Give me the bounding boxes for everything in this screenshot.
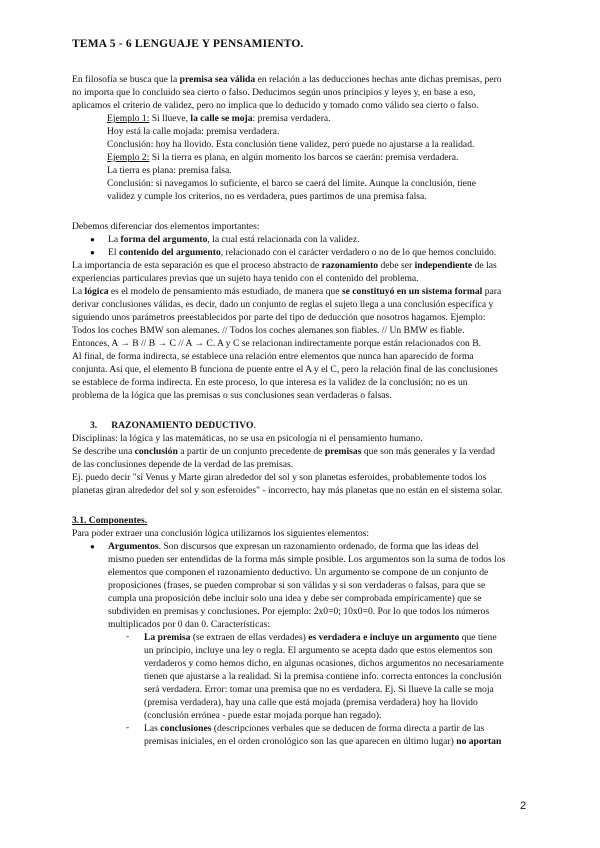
argumentos-line-5: cumpla una proposición debe incluir solo una idea y debe ser comprobada empíricamente) que se — [108, 593, 482, 604]
bold-text: la calle se moja — [190, 113, 253, 124]
diff-para-line-6: Todos los coches BMW son alemanes. // Todos los coches alemanes son fiables. // Un BMW es fiable. — [72, 325, 465, 336]
section-3-line-3: de las conclusiones depende de la verdad de las premisas. — [72, 459, 294, 470]
text: Las — [144, 723, 161, 734]
dash-icon: - — [126, 722, 130, 733]
diff-para-line-1 — [72, 259, 497, 272]
diff-bullet-1 — [108, 233, 359, 246]
bold-text: razonamiento — [321, 260, 379, 271]
argumentos-line-2: mismo pueden ser entendidas de la forma más simple posible. Los argumentos son la suma de todos los — [108, 554, 506, 565]
bold-text: forma del argumento — [120, 234, 208, 245]
page-number: 2 — [520, 800, 527, 812]
bullet-icon: ● — [90, 248, 95, 257]
bullet-icon: ● — [90, 542, 95, 551]
diff-para-line-11: problema de la lógica que las premisas o sus conclusiones sean verdaderas o falsas. — [72, 390, 392, 401]
text: a partir de un conjunto precedente de — [177, 446, 325, 457]
intro-line-1 — [72, 73, 502, 86]
dash-icon: - — [126, 631, 130, 642]
diff-para-line-8: Al final, de forma indirecta, se establece una relación entre elementos que nunca han aparecido de forma — [72, 351, 474, 362]
diff-para-line-4: derivar conclusiones válidas, es decir, dado un conjunto de reglas el sujeto llega a una conclusión específica y — [72, 299, 494, 310]
bold-text: La premisa — [144, 632, 191, 643]
premisa-line-7: (conclusión errónea - puede estar mojada porque han regado). — [144, 710, 382, 721]
example-label: Ejemplo 2: — [107, 152, 150, 163]
argumentos-line-4: proposiciones (frases, se pueden comprobar si son válidas y si son verdaderas o falsas, para que se — [108, 580, 486, 591]
diff-para-line-5: siguiendo unos parámetros preestablecidos por parte del tipo de deducción que nosotros hagamos. Ejemplo: — [72, 312, 486, 323]
text: (descripciones verbales que se deducen de forma directa a partir de las — [211, 723, 485, 734]
bold-text: premisas — [324, 446, 362, 457]
text: que tiene — [459, 632, 497, 643]
premisa-line-5: será verdadera. Error: tomar una premisa que no es verdadera. Ej. Si llueve la calle se moja — [144, 684, 494, 695]
text: : premisa verdadera. — [252, 113, 331, 124]
diff-bullet-2 — [108, 246, 496, 259]
bold-text: premisa sea válida — [179, 74, 256, 85]
text: Si la tierra es plana, en algún momento los barcos se caerán: premisa verdadera. — [149, 152, 459, 163]
bold-text: lógica — [84, 286, 109, 297]
example-1-line-3: Conclusión: hoy ha llovido. Esta conclusión tiene validez, pero puede no ajustarse a la realidad. — [107, 139, 475, 150]
section-3-line-2 — [72, 445, 495, 458]
bold-text: conclusiones — [160, 723, 212, 734]
example-1-line-1 — [107, 112, 331, 125]
bold-text: conclusión — [134, 446, 178, 457]
text: . — [253, 420, 256, 431]
bold-text: es verdadera e incluye un argumento — [308, 632, 460, 643]
bold-text: se constituyó en un sistema formal — [341, 286, 483, 297]
text: , la cual está relacionada con la validez. — [207, 234, 360, 245]
section-3-line-1: Disciplinas: la lógica y las matemáticas, no se usa en psicología ni el pensamiento humano. — [72, 433, 423, 444]
bold-text: contenido del argumento — [118, 247, 221, 258]
argumentos-line-6: subdividen en premisas y conclusiones. Por ejemplo: 2x0=0; 10x0=0. Por lo que todos los números — [108, 606, 490, 617]
text: El — [108, 247, 119, 258]
text: , relacionado con el carácter verdadero o no de lo que hemos concluido. — [220, 247, 497, 258]
bullet-icon: ● — [90, 235, 95, 244]
text: La — [108, 234, 121, 245]
text: de las — [472, 260, 497, 271]
example-label: Ejemplo 1: — [107, 113, 150, 124]
components-lead: Para poder extraer una conclusión lógica utilizamos los siguientes elementos: — [72, 528, 370, 539]
section-title: RAZONAMIENTO DEDUCTIVO — [111, 420, 254, 431]
subsection-title: 3.1. Componentes. — [72, 515, 148, 526]
text: . Son discursos que expresan un razonamiento ordenado, de forma que las ideas del — [158, 541, 479, 552]
section-number: 3. — [90, 420, 98, 431]
text: para — [482, 286, 502, 297]
text: (se extraen de ellas verdades) — [190, 632, 309, 643]
premisa-line-1 — [144, 631, 497, 644]
conclusiones-line-1 — [144, 722, 484, 735]
example-2-line-1 — [107, 151, 458, 164]
bold-text: Argumentos — [108, 541, 159, 552]
diff-para-line-9: conjunta. Así que, el elemento B funciona de puente entre el A y el C, pero la relación final de las conclusiones — [72, 364, 498, 375]
bold-text: independiente — [414, 260, 473, 271]
example-2-line-4: validez y cumple los criterios, no es verdadera, pues partimos de una premisa falsa. — [107, 191, 427, 202]
text: que son más generales y la verdad — [361, 446, 495, 457]
premisa-line-6: (premisa verdadera), hay una calle que está mojada (premisa verdadera) hoy ha llovido — [144, 697, 478, 708]
example-2-line-3: Conclusión: si navegamos lo suficiente, el barco se caerá del límite. Aunque la conclusión, tiene — [107, 178, 476, 189]
diff-para-line-10: se establece de forma indirecta. En este proceso, lo que interesa es la validez de la conclusión; no es un — [72, 377, 468, 388]
diff-para-line-7: Entonces, A → B // B → C // A → C. A y C se relacionan indirectamente porque están relacionados con B. — [72, 338, 481, 349]
premisa-line-3: verdaderos y como hemos dicho, en algunas ocasiones, dichos argumentos no necesariamente — [144, 658, 504, 669]
argumentos-line-1 — [108, 540, 479, 553]
intro-line-2: no importa que lo concluido sea cierto o falso. Deducimos según unos principios y leyes y, en base a eso, — [72, 87, 476, 98]
intro-line-3: aplicamos el criterio de validez, pero no implica que lo deducido y tomado como válido sea cierto o falso. — [72, 100, 479, 111]
text: Si llueve, — [149, 113, 191, 124]
page-title: TEMA 5 - 6 LENGUAJE Y PENSAMIENTO. — [72, 38, 304, 50]
text: premisas iniciales, en el orden cronológico son las que aparecen en último lugar) — [144, 736, 457, 747]
text: Se describe una — [72, 446, 135, 457]
premisa-line-4: tienen que ajustarse a la realidad. Si la premisa contiene info. correcta entonces la conclusión — [144, 671, 502, 682]
example-2-line-2: La tierra es plana: premisa falsa. — [107, 165, 232, 176]
section-3-line-4: Ej. puedo decir "si Venus y Marte giran alrededor del sol y son planetas esferoides, probablemente todos los — [72, 472, 487, 483]
bold-text: no aportan — [456, 736, 502, 747]
text: en relación a las deducciones hechas ante dichas premisas, pero — [255, 74, 502, 85]
subsection-heading — [72, 514, 147, 527]
conclusiones-line-2 — [144, 735, 501, 748]
argumentos-line-3: elementos que componen el razonamiento deductivo. Un argumento se compone de un conjunto de — [108, 567, 489, 578]
premisa-line-2: un principio, incluye una ley o regla. El argumento se acepta dado que estos elementos son — [144, 645, 493, 656]
diff-para-line-3 — [72, 285, 501, 298]
text: es el modelo de pensamiento más estudiado, de manera que — [108, 286, 342, 297]
argumentos-line-7: multiplicados por 0 dan 0. Características: — [108, 619, 270, 630]
section-3-line-5: planetas giran alrededor del sol y son esferoides" - incorrecto, hay más planetas que no están en el sistema solar. — [72, 485, 503, 496]
section-3-heading — [90, 419, 256, 432]
diff-para-line-2: experiencias particulares previas que un sujeto haya tenido con el contenido del problema. — [72, 273, 419, 284]
text: debe ser — [378, 260, 415, 271]
diff-lead: Debemos diferenciar dos elementos importantes: — [72, 221, 260, 232]
text: La — [72, 286, 85, 297]
text: En filosofía se busca que la — [72, 74, 180, 85]
example-1-line-2: Hoy está la calle mojada: premisa verdadera. — [107, 126, 280, 137]
text: La importancia de esta separación es que el proceso abstracto de — [72, 260, 322, 271]
